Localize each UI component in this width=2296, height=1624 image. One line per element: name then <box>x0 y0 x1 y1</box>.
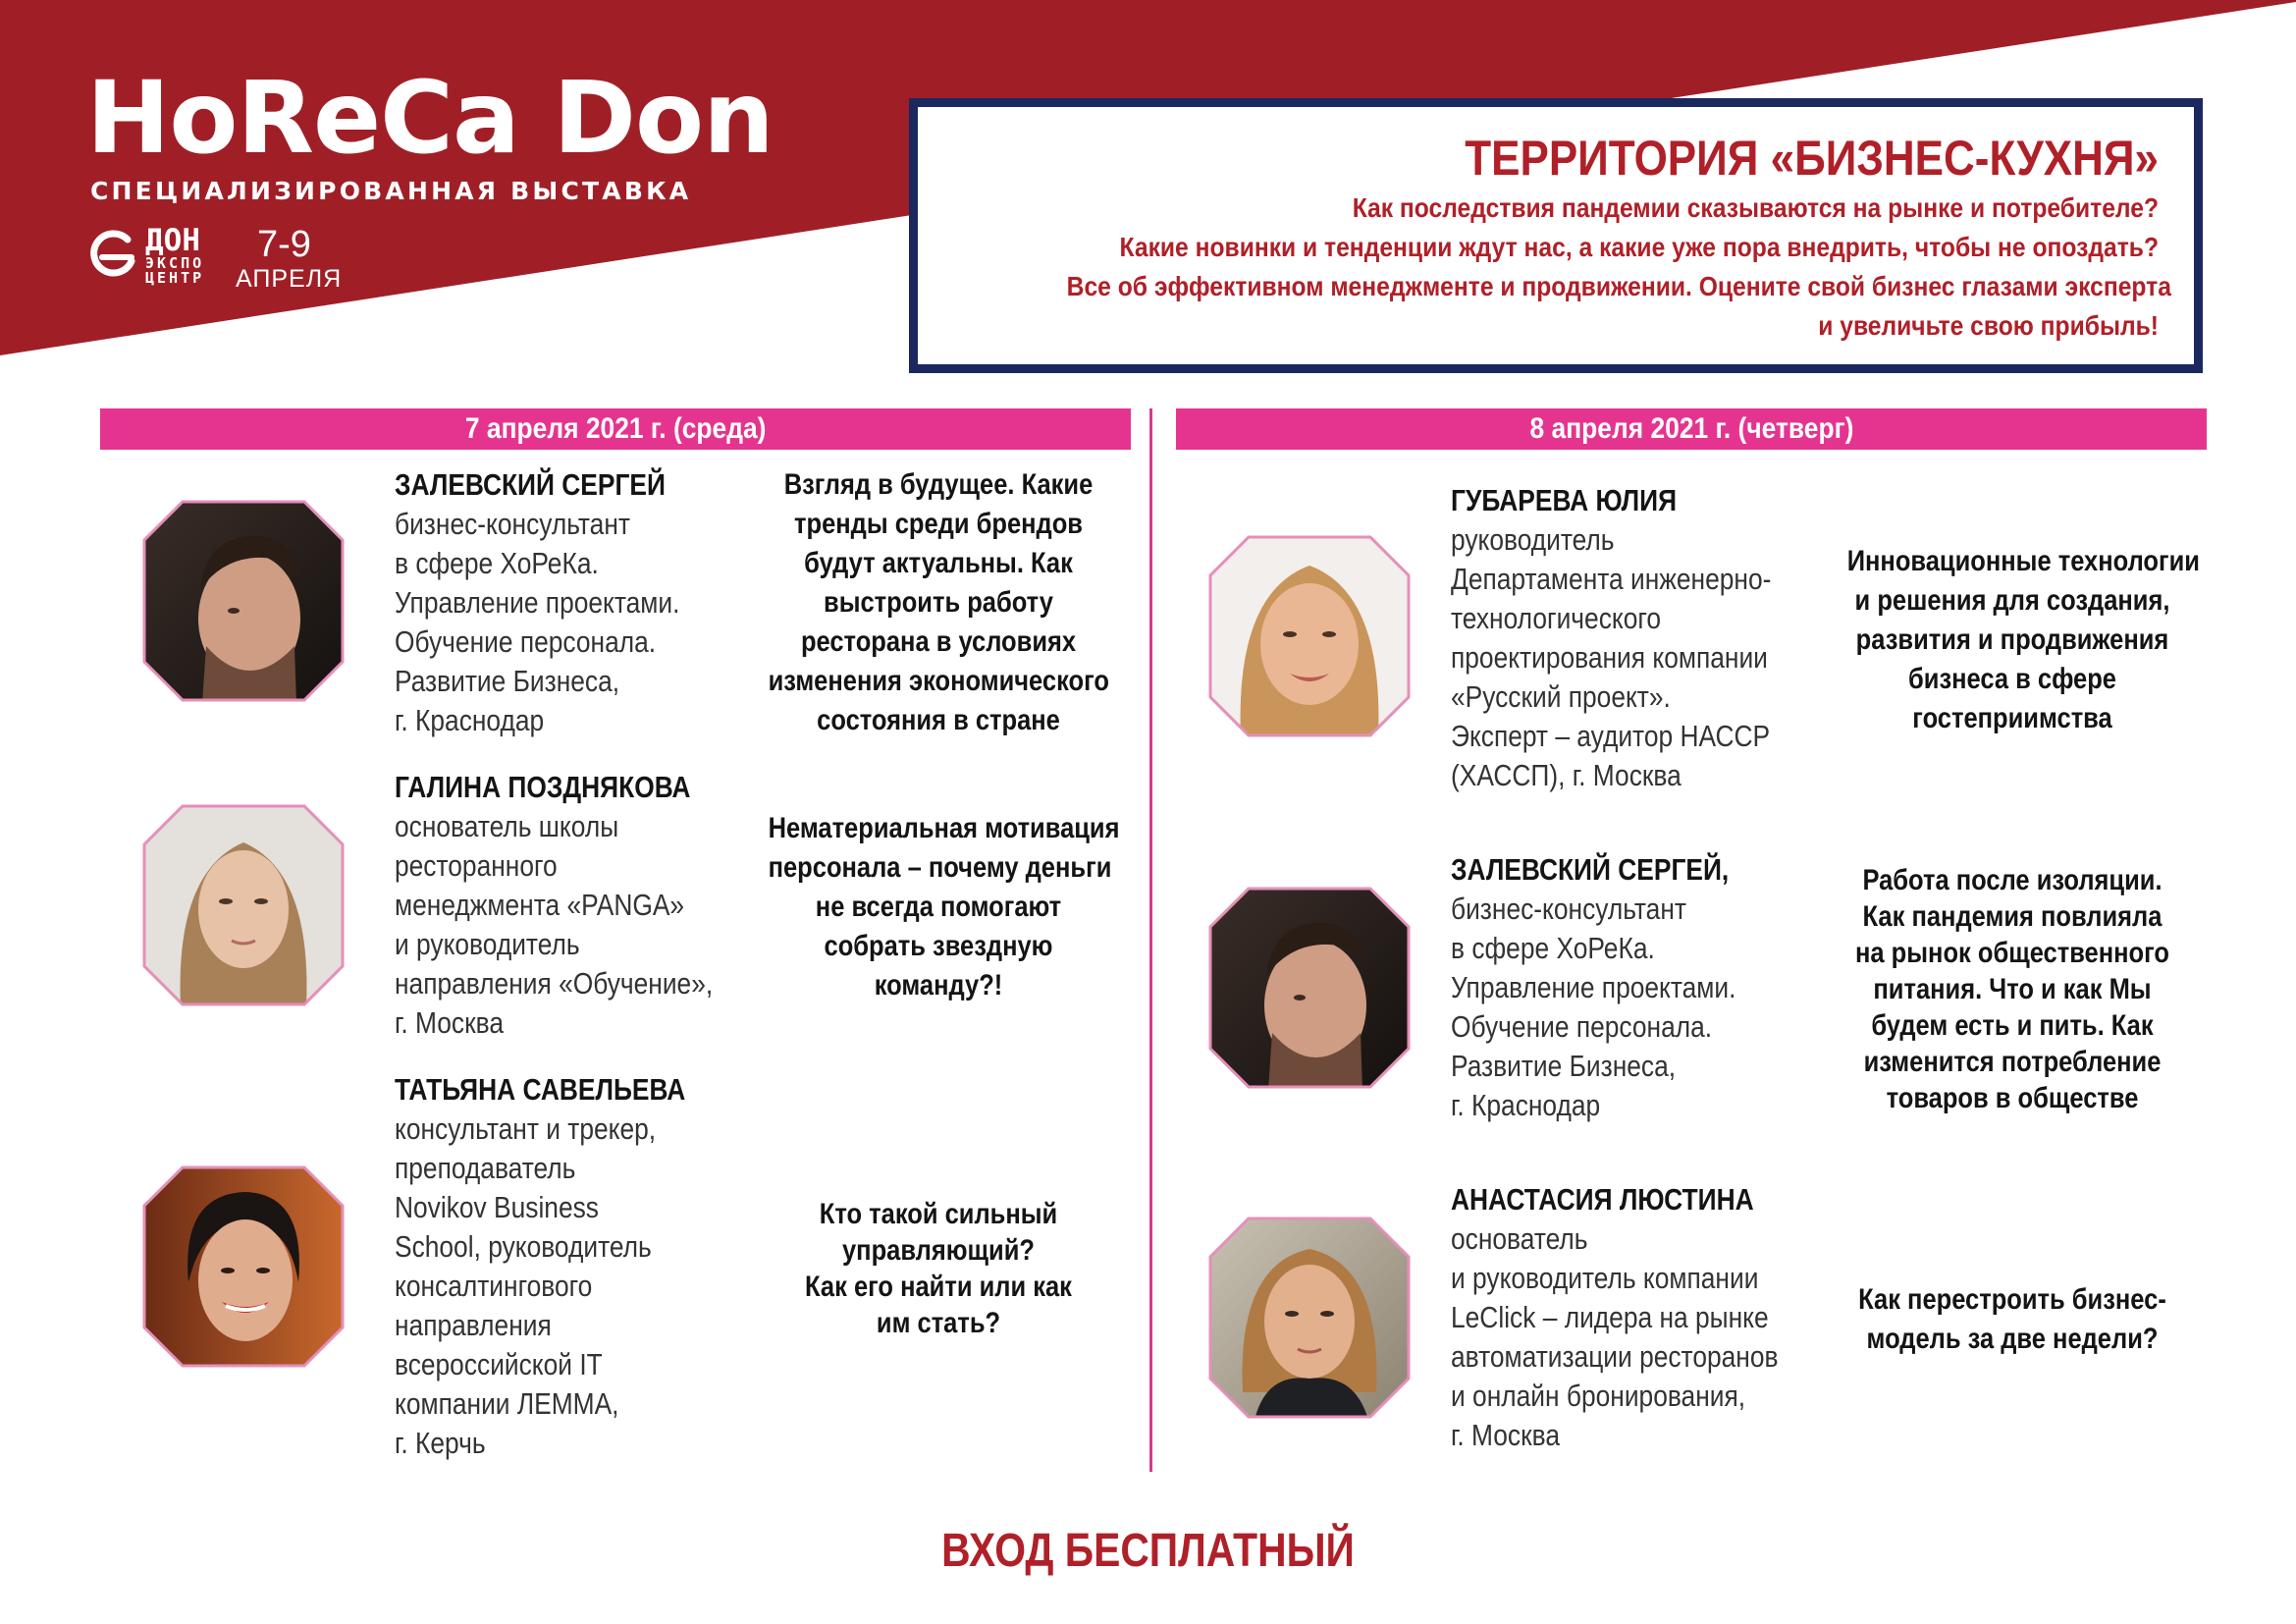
talk-topic-line: управляющий? <box>841 1234 1035 1267</box>
speaker-description-line: компании ЛЕММА, <box>395 1386 619 1421</box>
speaker-name: ЗАЛЕВСКИЙ СЕРГЕЙ <box>395 467 666 502</box>
speaker-description-line: г. Краснодар <box>395 703 545 737</box>
speaker-description-line: консультант и трекер, <box>395 1111 657 1146</box>
talk-topic <box>738 1196 1139 1341</box>
speaker-description-line: преподаватель <box>395 1151 576 1185</box>
speaker-photo-lyustina <box>1207 1216 1412 1420</box>
talk-topic-line: Инновационные технологии <box>1846 545 2200 577</box>
speaker-description-line: г. Москва <box>1451 1418 1561 1452</box>
speaker-description-line: и руководитель <box>395 927 580 961</box>
speaker-name: ГАЛИНА ПОЗДНЯКОВА <box>395 770 691 804</box>
venue-logo-line-2: ЭКСПО <box>145 254 205 272</box>
talk-topic-line: собрать звездную <box>824 930 1053 962</box>
speaker-description-line: консалтингового <box>395 1269 593 1303</box>
speaker-description-line: менеджмента «PANGA» <box>395 888 685 922</box>
talk-topic <box>1818 1280 2207 1359</box>
don-expo-logo-icon <box>88 228 141 281</box>
talk-topic-line: состояния в стране <box>817 704 1060 736</box>
talk-topic-line: персонала – почему деньги <box>768 851 1112 884</box>
talk-topic <box>738 809 1139 1005</box>
logo-title: HoReCa Don <box>86 60 774 177</box>
day-header-april-7 <box>100 408 1131 450</box>
talk-topic-line: бизнеса в сфере <box>1908 663 2116 695</box>
talk-topic-line: выстроить работу <box>824 586 1053 619</box>
free-entry-label <box>0 1524 2296 1578</box>
talk-topic-line: Нематериальная мотивация <box>768 812 1120 844</box>
talk-topic-line: и решения для создания, <box>1854 584 2170 617</box>
speaker-description-line: в сфере ХоРеКа. <box>395 546 599 580</box>
speaker-photo-zalevsky <box>141 499 346 703</box>
talk-topic-line: Как его найти или как <box>805 1271 1072 1303</box>
speaker-description-line: г. Краснодар <box>1451 1088 1601 1122</box>
speaker-description-line: Управление проектами. <box>395 585 680 620</box>
venue-logo-text <box>145 223 205 287</box>
speaker-description-line: бизнес-консультант <box>395 507 630 541</box>
territory-description <box>918 189 2171 346</box>
talk-topic-line: ресторана в условиях <box>800 625 1077 658</box>
talk-topic-line: Взгляд в будущее. Какие <box>783 468 1094 501</box>
talk-topic <box>738 465 1139 740</box>
territory-info-box <box>909 98 2203 373</box>
speaker-description-line: г. Керчь <box>395 1426 486 1460</box>
speaker-description-line: руководитель <box>1451 522 1615 557</box>
talk-topic <box>1818 862 2207 1116</box>
talk-topic-line: тренды среди брендов <box>794 508 1083 540</box>
speaker-description-line: Эксперт – аудитор НАССР <box>1451 719 1771 753</box>
talk-topic-line: им стать? <box>876 1307 1001 1339</box>
speaker-description-line: (ХАССП), г. Москва <box>1451 758 1682 792</box>
speaker-name: ТАТЬЯНА САВЕЛЬЕВА <box>395 1072 686 1107</box>
speaker-info <box>395 465 730 740</box>
speaker-name: ГУБАРЕВА ЮЛИЯ <box>1451 483 1678 517</box>
speaker-description-line: автоматизации ресторанов <box>1451 1339 1779 1374</box>
speaker-name: ЗАЛЕВСКИЙ СЕРГЕЙ, <box>1451 852 1730 887</box>
talk-topic-line: не всегда помогают <box>815 891 1062 923</box>
speaker-description-line: LeClick – лидера на рынке <box>1451 1300 1769 1334</box>
speaker-photo-pozdnyakova <box>141 803 346 1007</box>
talk-topic-line: товаров в обществе <box>1886 1082 2139 1114</box>
territory-line: Все об эффективном менеджменте и продвижении. Оцените свой бизнес глазами эксперта <box>1066 270 2171 301</box>
territory-line: и увеличьте свою прибыль! <box>1818 309 2159 341</box>
talk-topic-line: будут актуальны. Как <box>804 547 1073 579</box>
venue-logo-line-3: ЦЕНТР <box>145 269 205 287</box>
talk-topic-line: на рынок общественного <box>1855 937 2169 969</box>
speaker-description-line: Развитие Бизнеса, <box>1451 1049 1677 1083</box>
speaker-description-line: направления «Обучение», <box>395 966 714 1001</box>
territory-title: ТЕРРИТОРИЯ «БИЗНЕС-КУХНЯ» <box>1465 131 2159 186</box>
speaker-info <box>1451 1180 1836 1455</box>
speaker-description-line: основатель <box>1451 1221 1588 1256</box>
free-entry-text: ВХОД БЕСПЛАТНЫЙ <box>941 1525 1355 1577</box>
speaker-description-line: бизнес-консультант <box>1451 892 1686 926</box>
speaker-info <box>395 1070 737 1463</box>
day-header-label: 8 апреля 2021 г. (четверг) <box>1529 412 1853 445</box>
speaker-description-line: Обучение персонала. <box>395 624 657 659</box>
talk-topic-line: будем есть и пить. Как <box>1871 1009 2154 1042</box>
speaker-description-line: и руководитель компании <box>1451 1261 1759 1295</box>
talk-topic-line: изменится потребление <box>1863 1046 2162 1078</box>
logo-subtitle: СПЕЦИАЛИЗИРОВАННАЯ ВЫСТАВКА <box>90 177 692 205</box>
talk-topic-line: питания. Что и как Мы <box>1873 973 2152 1005</box>
event-dates: 7-9 <box>257 224 311 265</box>
talk-topic-line: развития и продвижения <box>1855 623 2169 656</box>
speaker-name: АНАСТАСИЯ ЛЮСТИНА <box>1451 1182 1754 1217</box>
talk-topic-line: Кто такой сильный <box>819 1198 1058 1230</box>
speaker-description-line: проектирования компании <box>1451 640 1768 675</box>
speaker-description-line: направления <box>395 1308 552 1342</box>
speaker-info <box>395 768 769 1043</box>
talk-topic-line: гостеприимства <box>1912 702 2112 734</box>
speaker-description-line: School, руководитель <box>395 1229 652 1264</box>
talk-topic-line: Как перестроить бизнес- <box>1858 1283 2166 1316</box>
speaker-description-line: Развитие Бизнеса, <box>395 664 620 698</box>
talk-topic-line: модель за две недели? <box>1866 1323 2159 1355</box>
speaker-photo-gubareva <box>1207 534 1412 738</box>
day-header-label: 7 апреля 2021 г. (среда) <box>464 412 767 445</box>
speaker-photo-zalevsky-2 <box>1207 886 1412 1090</box>
speaker-description-line: и онлайн бронирования, <box>1451 1379 1746 1413</box>
venue-logo-line-1: ДОН <box>145 223 200 258</box>
talk-topic-line: команду?! <box>874 969 1003 1001</box>
speaker-description-line: г. Москва <box>395 1005 505 1040</box>
speaker-description-line: Novikov Business <box>395 1190 599 1224</box>
speaker-description-line: основатель школы <box>395 809 619 843</box>
speaker-info <box>1451 850 1787 1125</box>
day-header-april-8 <box>1176 408 2207 450</box>
speaker-description-line: технологического <box>1451 601 1662 635</box>
speaker-description-line: «Русский проект». <box>1451 679 1671 714</box>
talk-topic-line: Как пандемия повлияла <box>1862 900 2163 933</box>
talk-topic <box>1818 542 2207 738</box>
speaker-description-line: Управление проектами. <box>1451 970 1736 1004</box>
speaker-info <box>1451 481 1828 795</box>
talk-topic-line: изменения экономического <box>768 665 1109 697</box>
speaker-description-line: в сфере ХоРеКа. <box>1451 931 1655 965</box>
speaker-description-line: Обучение персонала. <box>1451 1009 1713 1044</box>
territory-line: Как последствия пандемии сказываются на рынке и потребителе? <box>1352 191 2159 223</box>
speaker-description-line: ресторанного <box>395 848 558 883</box>
territory-line: Какие новинки и тенденции ждут нас, а какие уже пора внедрить, чтобы не опоздать? <box>1119 231 2159 262</box>
speaker-description-line: Департамента инженерно- <box>1451 562 1772 596</box>
talk-topic-line: Работа после изоляции. <box>1862 864 2163 896</box>
speaker-description-line: всероссийской IT <box>395 1347 603 1381</box>
speaker-photo-savelyeva <box>141 1164 346 1369</box>
column-divider <box>1149 408 1152 1472</box>
event-month: АПРЕЛЯ <box>236 265 343 293</box>
